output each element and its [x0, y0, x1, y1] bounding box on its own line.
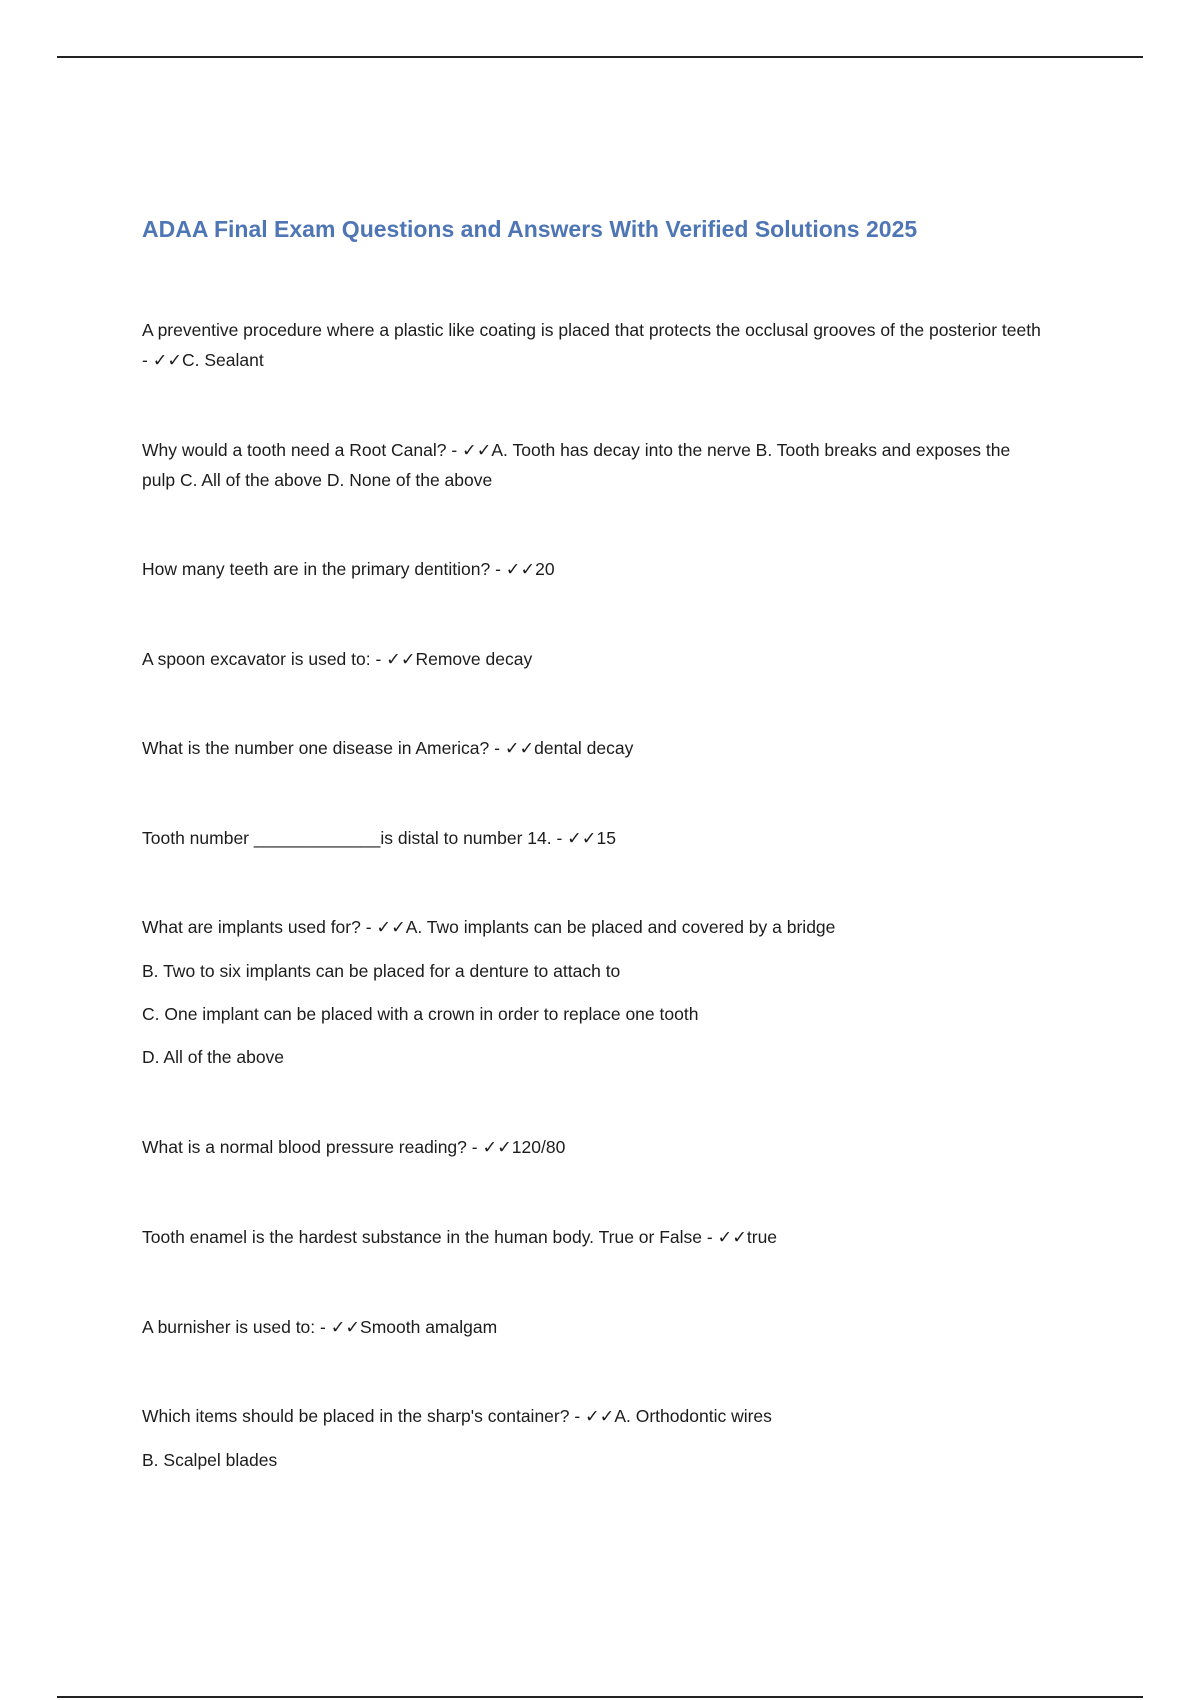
qa-entry-implants-option-d: D. All of the above: [142, 1047, 285, 1067]
qa-entry-blood-pressure: What is a normal blood pressure reading? - ✓✓120/80: [142, 1137, 566, 1157]
qa-entry-implants-option-c: C. One implant can be placed with a crown in order to replace one tooth: [142, 1004, 699, 1024]
qa-entry-implants-option-b: B. Two to six implants can be placed for a denture to attach to: [142, 961, 621, 981]
qa-entry-tooth-number: Tooth number _____________is distal to number 14. - ✓✓15: [142, 828, 616, 848]
header-rule: [57, 56, 1143, 58]
qa-entry-spoon-excavator: A spoon excavator is used to: - ✓✓Remove decay: [142, 649, 533, 669]
qa-entry-burnisher: A burnisher is used to: - ✓✓Smooth amalgam: [142, 1317, 498, 1337]
qa-entry-sealant: A preventive procedure where a plastic like coating is placed that protects the occlusal grooves of the posterior teeth - ✓✓C. Sealant: [142, 320, 1041, 370]
document-title: ADAA Final Exam Questions and Answers With Verified Solutions 2025: [142, 216, 918, 242]
qa-entry-primary-dentition: How many teeth are in the primary dentition? - ✓✓20: [142, 559, 555, 579]
footer-rule: [57, 1696, 1143, 1698]
qa-entry-number-one-disease: What is the number one disease in America? - ✓✓dental decay: [142, 738, 634, 758]
qa-entry-root-canal: Why would a tooth need a Root Canal? - ✓✓A. Tooth has decay into the nerve B. Tooth breaks and exposes the pulp C. All of the above D. None of the above: [142, 440, 1011, 490]
qa-entry-sharps-container: Which items should be placed in the sharp's container? - ✓✓A. Orthodontic wires: [142, 1406, 772, 1426]
qa-entry-sharps-option-b: B. Scalpel blades: [142, 1450, 278, 1470]
qa-entry-tooth-enamel: Tooth enamel is the hardest substance in the human body. True or False - ✓✓true: [142, 1227, 778, 1247]
qa-entry-implants: What are implants used for? - ✓✓A. Two implants can be placed and covered by a bridge: [142, 917, 836, 937]
